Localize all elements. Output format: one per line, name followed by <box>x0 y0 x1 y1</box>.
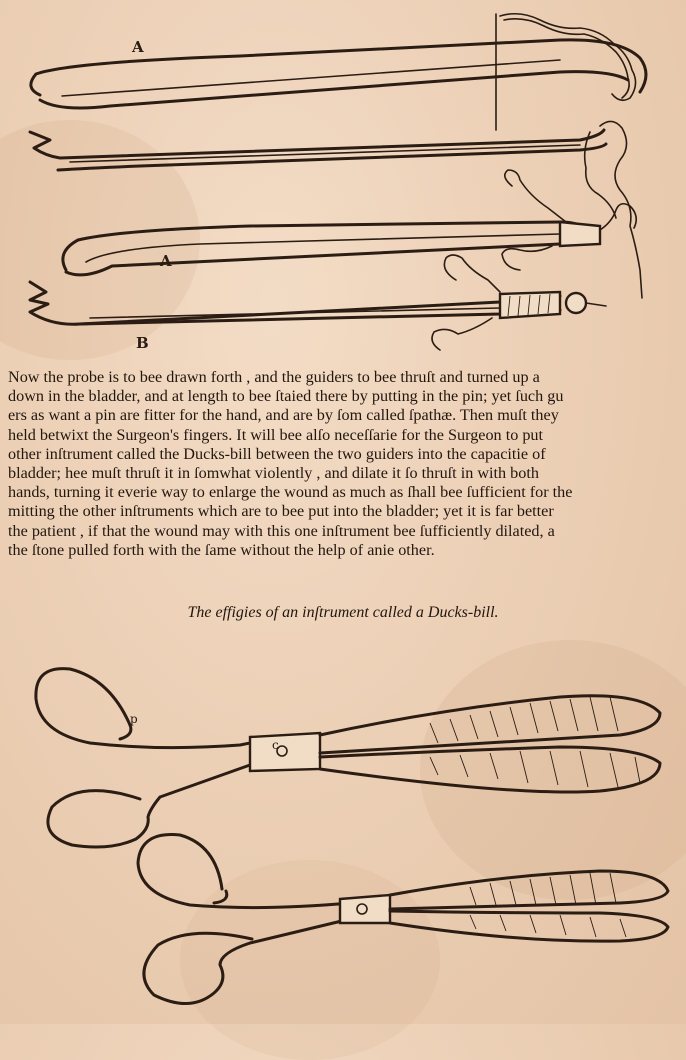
text-line: held betwixt the Surgeon's fingers. It will bee alſo neceſſarie for the Surgeon to put <box>8 425 544 444</box>
instrument-guider-lower <box>63 170 636 275</box>
ducks-bill-closed <box>138 835 668 1004</box>
instrument-guider-upper <box>31 14 646 130</box>
chain <box>500 14 636 101</box>
ducks-bill-woodcut-figure <box>0 639 686 1024</box>
text-line: hands, turning it everie way to enlarge the wound as much as ſhall bee ſufficient for the <box>8 483 573 502</box>
figure-label-c: c <box>272 738 279 752</box>
figure-label-a-upper: A <box>132 38 144 56</box>
body-paragraph <box>8 368 684 560</box>
text-line: mitting the other inſtruments which are to bee put into the bladder; yet it is far better <box>8 502 554 521</box>
figure-label-a-lower: A <box>160 252 172 270</box>
text-line: other inſtrument called the Ducks-bill between the two guiders into the capacitie of <box>8 444 546 463</box>
text-line: ers as want a pin are fitter for the hand, and are by ſom called ſpathæ. Then muſt they <box>8 406 559 425</box>
text-line: bladder; hee muſt thruſt it in ſomwhat violently , and dilate it ſo thruſt in with both <box>8 464 539 483</box>
figure-caption: The effigies of an inſtrument called a Ducks-bill. <box>187 604 499 621</box>
figure-label-p: p <box>130 712 138 726</box>
text-line: Now the probe is to bee drawn forth , and the guiders to bee thruſt and turned up a <box>8 368 540 386</box>
text-line: the ſtone pulled forth with the ſame without the help of anie other. <box>8 540 435 559</box>
text-line: the patient , if that the wound may with this one inſtrument bee ſufficiently dilated, a <box>8 521 555 540</box>
text-line: down in the bladder, and at length to bee ſtaied there by putting in the pin; yet ſuch gu <box>8 387 564 406</box>
ducks-bill-open <box>36 669 660 847</box>
figure-label-b: B <box>136 334 149 352</box>
guiders-woodcut-figure <box>0 0 686 365</box>
